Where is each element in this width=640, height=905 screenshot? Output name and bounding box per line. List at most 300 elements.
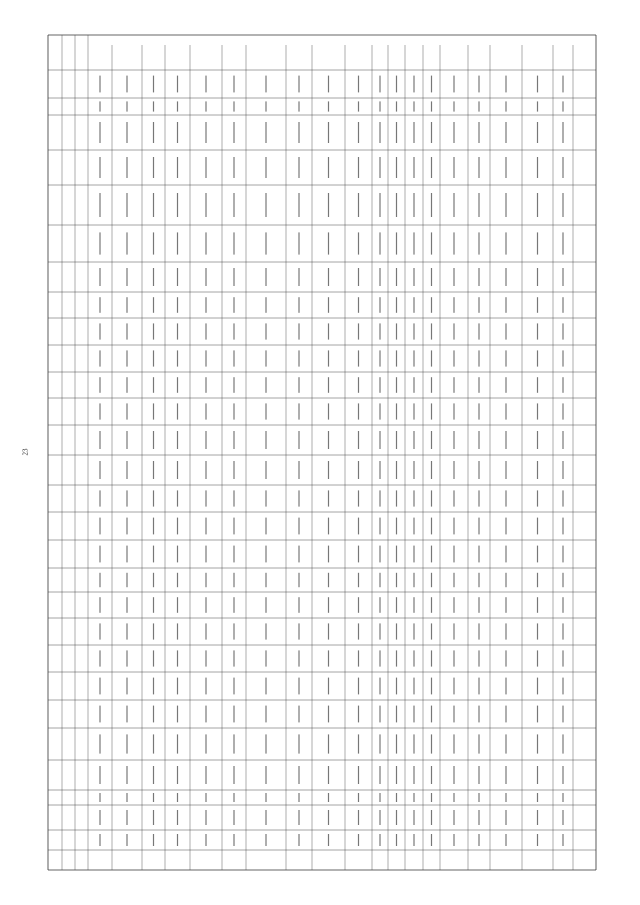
cell-text-mark (126, 597, 127, 613)
cell-text-mark (413, 461, 414, 479)
cell-text-mark (126, 377, 127, 393)
cell-text-mark (177, 650, 178, 666)
cell-text-mark (298, 403, 299, 419)
cell-text-mark (233, 834, 234, 846)
cell-text-mark (177, 734, 178, 753)
cell-text-mark (99, 834, 100, 846)
cell-text-mark (379, 810, 380, 825)
cell-text-mark (265, 157, 266, 178)
cell-text-mark (328, 232, 329, 254)
cell-text-mark (379, 650, 380, 666)
cell-text-mark (358, 350, 359, 366)
cell-text-mark (537, 122, 538, 143)
cell-text-mark (537, 403, 538, 419)
cell-text-mark (177, 793, 178, 802)
cell-text-mark (153, 76, 154, 93)
cell-text-mark (562, 546, 563, 563)
cell-text-mark (396, 573, 397, 587)
cell-text-mark (562, 377, 563, 393)
cell-text-mark (478, 157, 479, 178)
cell-text-mark (265, 350, 266, 366)
cell-text-mark (478, 461, 479, 479)
cell-text-mark (478, 793, 479, 802)
cell-text-mark (298, 232, 299, 254)
cell-text-mark (505, 76, 506, 93)
cell-text-mark (298, 597, 299, 613)
cell-text-mark (562, 793, 563, 802)
cell-text-mark (413, 706, 414, 723)
cell-text-mark (358, 573, 359, 587)
cell-text-mark (413, 573, 414, 587)
cell-text-mark (233, 232, 234, 254)
cell-text-mark (379, 678, 380, 695)
cell-text-mark (205, 323, 206, 339)
cell-text-mark (265, 490, 266, 506)
cell-text-mark (298, 810, 299, 825)
cell-text-mark (431, 350, 432, 366)
cell-text-mark (431, 623, 432, 639)
cell-text-mark (537, 793, 538, 802)
cell-text-mark (431, 377, 432, 393)
cell-text-mark (413, 518, 414, 535)
cell-text-mark (562, 350, 563, 366)
cell-text-mark (328, 323, 329, 339)
cell-text-mark (537, 766, 538, 784)
cell-text-mark (298, 573, 299, 587)
cell-text-mark (177, 834, 178, 846)
cell-text-mark (478, 403, 479, 419)
cell-text-mark (99, 232, 100, 254)
cell-text-mark (177, 546, 178, 563)
cell-text-mark (478, 834, 479, 846)
cell-text-mark (298, 623, 299, 639)
cell-text-mark (505, 734, 506, 753)
cell-text-mark (99, 76, 100, 93)
cell-text-mark (537, 193, 538, 217)
cell-text-mark (453, 706, 454, 723)
cell-text-mark (413, 193, 414, 217)
cell-text-mark (413, 766, 414, 784)
cell-text-mark (431, 793, 432, 802)
cell-text-mark (205, 461, 206, 479)
cell-text-mark (298, 76, 299, 93)
cell-text-mark (505, 518, 506, 535)
cell-text-mark (537, 810, 538, 825)
cell-text-mark (413, 834, 414, 846)
cell-text-mark (505, 650, 506, 666)
cell-text-mark (562, 76, 563, 93)
cell-text-mark (413, 623, 414, 639)
cell-text-mark (126, 793, 127, 802)
cell-text-mark (265, 101, 266, 111)
cell-text-mark (233, 431, 234, 449)
cell-text-mark (562, 431, 563, 449)
cell-text-mark (233, 678, 234, 695)
cell-text-mark (99, 706, 100, 723)
cell-text-mark (126, 734, 127, 753)
cell-text-mark (328, 573, 329, 587)
cell-text-mark (328, 76, 329, 93)
cell-text-mark (328, 157, 329, 178)
cell-text-mark (358, 101, 359, 111)
cell-text-mark (562, 268, 563, 286)
cell-text-mark (562, 518, 563, 535)
cell-text-mark (453, 678, 454, 695)
cell-text-mark (126, 350, 127, 366)
cell-text-mark (453, 232, 454, 254)
cell-text-mark (298, 734, 299, 753)
cell-text-mark (537, 157, 538, 178)
cell-text-mark (413, 490, 414, 506)
cell-text-mark (431, 650, 432, 666)
cell-text-mark (431, 76, 432, 93)
cell-text-mark (413, 810, 414, 825)
cell-text-mark (233, 403, 234, 419)
cell-text-mark (396, 350, 397, 366)
cell-text-mark (413, 122, 414, 143)
cell-text-mark (379, 461, 380, 479)
cell-text-mark (453, 490, 454, 506)
cell-text-mark (431, 157, 432, 178)
cell-text-mark (99, 546, 100, 563)
cell-text-mark (298, 461, 299, 479)
cell-text-mark (205, 546, 206, 563)
cell-text-mark (431, 323, 432, 339)
cell-text-mark (126, 431, 127, 449)
cell-text-mark (396, 706, 397, 723)
cell-text-mark (505, 834, 506, 846)
cell-text-mark (379, 734, 380, 753)
cell-text-mark (396, 193, 397, 217)
cell-text-mark (413, 650, 414, 666)
cell-text-mark (177, 766, 178, 784)
cell-text-mark (153, 431, 154, 449)
cell-text-mark (478, 678, 479, 695)
cell-text-mark (298, 518, 299, 535)
cell-text-mark (205, 573, 206, 587)
cell-text-mark (453, 834, 454, 846)
cell-text-mark (478, 546, 479, 563)
cell-text-mark (396, 76, 397, 93)
cell-text-mark (358, 597, 359, 613)
cell-text-mark (99, 122, 100, 143)
cell-text-mark (453, 623, 454, 639)
cell-text-mark (396, 122, 397, 143)
cell-text-mark (396, 268, 397, 286)
cell-text-mark (358, 193, 359, 217)
cell-text-mark (177, 518, 178, 535)
cell-text-mark (505, 623, 506, 639)
cell-text-mark (328, 834, 329, 846)
cell-text-mark (562, 706, 563, 723)
cell-text-mark (379, 793, 380, 802)
cell-text-mark (562, 573, 563, 587)
cell-text-mark (328, 377, 329, 393)
cell-text-mark (379, 518, 380, 535)
cell-text-mark (358, 834, 359, 846)
cell-text-mark (396, 518, 397, 535)
cell-text-mark (328, 268, 329, 286)
cell-text-mark (99, 297, 100, 313)
cell-text-mark (358, 518, 359, 535)
cell-text-mark (413, 431, 414, 449)
cell-text-mark (177, 350, 178, 366)
cell-text-mark (396, 597, 397, 613)
cell-text-mark (562, 461, 563, 479)
cell-text-mark (265, 734, 266, 753)
cell-text-mark (379, 490, 380, 506)
cell-text-mark (177, 597, 178, 613)
cell-text-mark (298, 793, 299, 802)
cell-text-mark (233, 350, 234, 366)
cell-text-mark (431, 678, 432, 695)
cell-text-mark (205, 350, 206, 366)
cell-text-mark (413, 323, 414, 339)
cell-text-mark (453, 377, 454, 393)
cell-text-mark (205, 431, 206, 449)
cell-text-mark (205, 76, 206, 93)
cell-text-mark (126, 461, 127, 479)
cell-text-mark (153, 157, 154, 178)
cell-text-mark (562, 678, 563, 695)
cell-text-mark (265, 297, 266, 313)
cell-text-mark (265, 573, 266, 587)
cell-text-mark (153, 597, 154, 613)
cell-text-mark (379, 157, 380, 178)
cell-text-mark (537, 323, 538, 339)
cell-text-mark (431, 490, 432, 506)
cell-text-mark (298, 101, 299, 111)
cell-text-mark (153, 650, 154, 666)
cell-text-mark (478, 268, 479, 286)
cell-text-mark (126, 323, 127, 339)
cell-text-mark (265, 810, 266, 825)
cell-text-mark (505, 573, 506, 587)
cell-text-mark (396, 431, 397, 449)
cell-text-mark (99, 766, 100, 784)
cell-text-mark (265, 678, 266, 695)
cell-text-mark (265, 193, 266, 217)
cell-text-mark (562, 297, 563, 313)
cell-text-mark (265, 597, 266, 613)
cell-text-mark (177, 706, 178, 723)
cell-text-mark (537, 834, 538, 846)
cell-text-mark (328, 193, 329, 217)
cell-text-mark (233, 122, 234, 143)
cell-text-mark (453, 323, 454, 339)
cell-text-mark (413, 377, 414, 393)
cell-text-mark (205, 706, 206, 723)
cell-text-mark (177, 623, 178, 639)
cell-text-mark (177, 431, 178, 449)
cell-text-mark (505, 810, 506, 825)
cell-text-mark (99, 431, 100, 449)
cell-text-mark (265, 793, 266, 802)
cell-text-mark (233, 573, 234, 587)
cell-text-mark (205, 101, 206, 111)
cell-text-mark (478, 101, 479, 111)
cell-text-mark (413, 101, 414, 111)
cell-text-mark (298, 431, 299, 449)
cell-text-mark (431, 101, 432, 111)
cell-text-mark (177, 573, 178, 587)
cell-text-mark (453, 650, 454, 666)
cell-text-mark (126, 268, 127, 286)
cell-text-mark (205, 793, 206, 802)
cell-text-mark (153, 297, 154, 313)
cell-text-mark (478, 734, 479, 753)
cell-text-mark (99, 490, 100, 506)
cell-text-mark (265, 518, 266, 535)
cell-text-mark (99, 810, 100, 825)
cell-text-mark (153, 518, 154, 535)
cell-text-mark (379, 573, 380, 587)
cell-text-mark (431, 734, 432, 753)
cell-text-mark (537, 101, 538, 111)
cell-text-mark (478, 597, 479, 613)
cell-text-mark (453, 518, 454, 535)
cell-text-mark (177, 810, 178, 825)
cell-text-mark (177, 157, 178, 178)
cell-text-mark (265, 706, 266, 723)
cell-text-mark (431, 193, 432, 217)
cell-text-mark (478, 232, 479, 254)
cell-text-mark (453, 122, 454, 143)
cell-text-mark (233, 793, 234, 802)
cell-text-mark (537, 650, 538, 666)
cell-text-mark (205, 766, 206, 784)
cell-text-mark (205, 268, 206, 286)
cell-text-mark (358, 268, 359, 286)
cell-text-mark (205, 597, 206, 613)
cell-text-mark (505, 678, 506, 695)
cell-text-mark (478, 490, 479, 506)
cell-text-mark (177, 122, 178, 143)
cell-text-mark (505, 793, 506, 802)
cell-text-mark (126, 193, 127, 217)
cell-text-mark (505, 403, 506, 419)
cell-text-mark (358, 766, 359, 784)
cell-text-mark (431, 403, 432, 419)
cell-text-mark (205, 623, 206, 639)
cell-text-mark (99, 650, 100, 666)
cell-text-mark (396, 101, 397, 111)
cell-text-mark (99, 268, 100, 286)
cell-text-mark (153, 101, 154, 111)
cell-text-mark (358, 706, 359, 723)
cell-text-mark (537, 546, 538, 563)
cell-text-mark (265, 766, 266, 784)
cell-text-mark (153, 678, 154, 695)
cell-text-mark (396, 766, 397, 784)
cell-text-mark (562, 232, 563, 254)
cell-text-mark (265, 323, 266, 339)
cell-text-mark (505, 546, 506, 563)
cell-text-mark (396, 232, 397, 254)
cell-text-mark (453, 193, 454, 217)
cell-text-mark (153, 734, 154, 753)
cell-text-mark (99, 734, 100, 753)
cell-text-mark (177, 490, 178, 506)
cell-text-mark (537, 706, 538, 723)
cell-text-mark (233, 323, 234, 339)
cell-text-mark (298, 490, 299, 506)
cell-text-mark (358, 734, 359, 753)
cell-text-mark (431, 518, 432, 535)
cell-text-mark (153, 706, 154, 723)
cell-text-mark (233, 766, 234, 784)
cell-text-mark (126, 232, 127, 254)
cell-text-mark (328, 597, 329, 613)
cell-text-mark (205, 377, 206, 393)
cell-text-mark (265, 403, 266, 419)
cell-text-mark (396, 650, 397, 666)
cell-text-mark (265, 623, 266, 639)
cell-text-mark (537, 268, 538, 286)
cell-text-mark (265, 461, 266, 479)
cell-text-mark (478, 76, 479, 93)
cell-text-mark (298, 297, 299, 313)
cell-text-mark (431, 122, 432, 143)
cell-text-mark (396, 734, 397, 753)
cell-text-mark (413, 297, 414, 313)
cell-text-mark (177, 377, 178, 393)
cell-text-mark (328, 706, 329, 723)
cell-text-mark (328, 403, 329, 419)
cell-text-mark (562, 323, 563, 339)
cell-text-mark (99, 597, 100, 613)
cell-text-mark (153, 403, 154, 419)
cell-text-mark (505, 597, 506, 613)
cell-text-mark (233, 377, 234, 393)
cell-text-mark (562, 834, 563, 846)
cell-text-mark (478, 573, 479, 587)
cell-text-mark (478, 810, 479, 825)
cell-text-mark (177, 461, 178, 479)
cell-text-mark (328, 650, 329, 666)
cell-text-mark (478, 377, 479, 393)
cell-text-mark (265, 268, 266, 286)
cell-text-mark (431, 431, 432, 449)
cell-text-mark (177, 268, 178, 286)
cell-text-mark (537, 573, 538, 587)
cell-text-mark (233, 546, 234, 563)
cell-text-mark (396, 490, 397, 506)
cell-text-mark (396, 157, 397, 178)
cell-text-mark (379, 193, 380, 217)
cell-text-mark (562, 597, 563, 613)
cell-text-mark (298, 650, 299, 666)
cell-text-mark (328, 122, 329, 143)
cell-text-mark (233, 101, 234, 111)
cell-text-mark (562, 766, 563, 784)
cell-text-mark (453, 461, 454, 479)
cell-text-mark (505, 323, 506, 339)
cell-text-mark (126, 766, 127, 784)
cell-text-mark (537, 734, 538, 753)
cell-text-mark (126, 490, 127, 506)
cell-text-mark (328, 101, 329, 111)
cell-text-mark (126, 101, 127, 111)
cell-text-mark (177, 678, 178, 695)
cell-text-mark (298, 706, 299, 723)
cell-text-mark (233, 193, 234, 217)
cell-text-mark (205, 122, 206, 143)
cell-text-mark (505, 461, 506, 479)
cell-text-mark (413, 793, 414, 802)
cell-text-mark (453, 793, 454, 802)
cell-text-mark (431, 297, 432, 313)
